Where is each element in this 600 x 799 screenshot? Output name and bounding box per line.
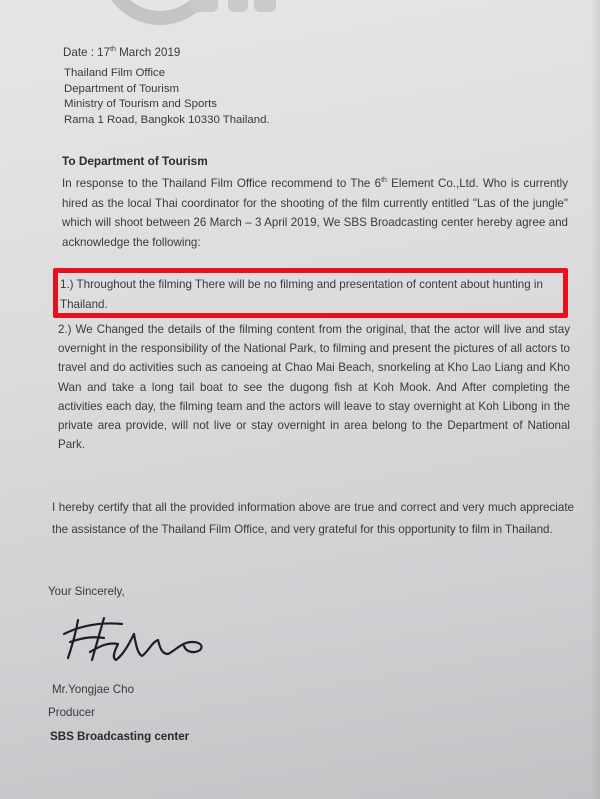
address-line: Department of Tourism [64, 82, 180, 95]
page-edge-shadow [590, 0, 600, 799]
letter-date: Date : 17th March 2019 [63, 46, 181, 59]
sbs-logo-letter [254, 0, 276, 12]
recipient-address [64, 66, 270, 128]
item-one: 1.) Throughout the filming There will be no filming and presentation of content about hunting in Thailand. [60, 278, 543, 311]
address-line: Thailand Film Office [64, 67, 166, 79]
signer-name: Mr.Yongjae Cho [52, 683, 135, 696]
address-line: Ministry of Tourism and Sports [64, 98, 217, 110]
letter-heading: To Department of Tourism [62, 154, 208, 168]
item-two: 2.) We Changed the details of the filming content from the original, that the actor will live and stay overnight in the responsibility of the National Park, to filming and present the pictures of all actors to travel and do activities such as canoeing at Chao Mai Beach, snorkeling at Kho Lao Liang and Kho Wan and take a long tail boat to see the dugong fish at Koh Mook. And After completing the activities each day, the filming team and the actors will leave to stay overnight at Koh Libong in the private area provide, will not live or stay overnight in area belong to the Department of National Park. [58, 323, 570, 452]
red-highlight-box [53, 268, 568, 318]
handwritten-signature [60, 612, 210, 672]
address-line: Rama 1 Road, Bangkok 10330 Thailand. [64, 113, 270, 126]
intro-paragraph: In response to the Thailand Film Office recommend to The 6th Element Co.,Ltd. Who is currently hired as the local Thai coordinator for the shooting of the film currently entitled "Las of the jungle" which will shoot between 26 March – 3 April 2019, We SBS Broadcasting center hereby agree and acknowledge the following: [62, 177, 568, 249]
sbs-logo-letter [190, 0, 218, 12]
sbs-logo-letter [228, 0, 248, 12]
closing-line: Your Sincerely, [48, 585, 125, 598]
signer-organization: SBS Broadcasting center [50, 730, 190, 743]
certification-paragraph: I hereby certify that all the provided information above are true and correct and very much appreciate the assistance of the Thailand Film Office, and very grateful for this opportunity to film in Thailand. [52, 501, 574, 536]
signer-role: Producer [48, 706, 96, 719]
